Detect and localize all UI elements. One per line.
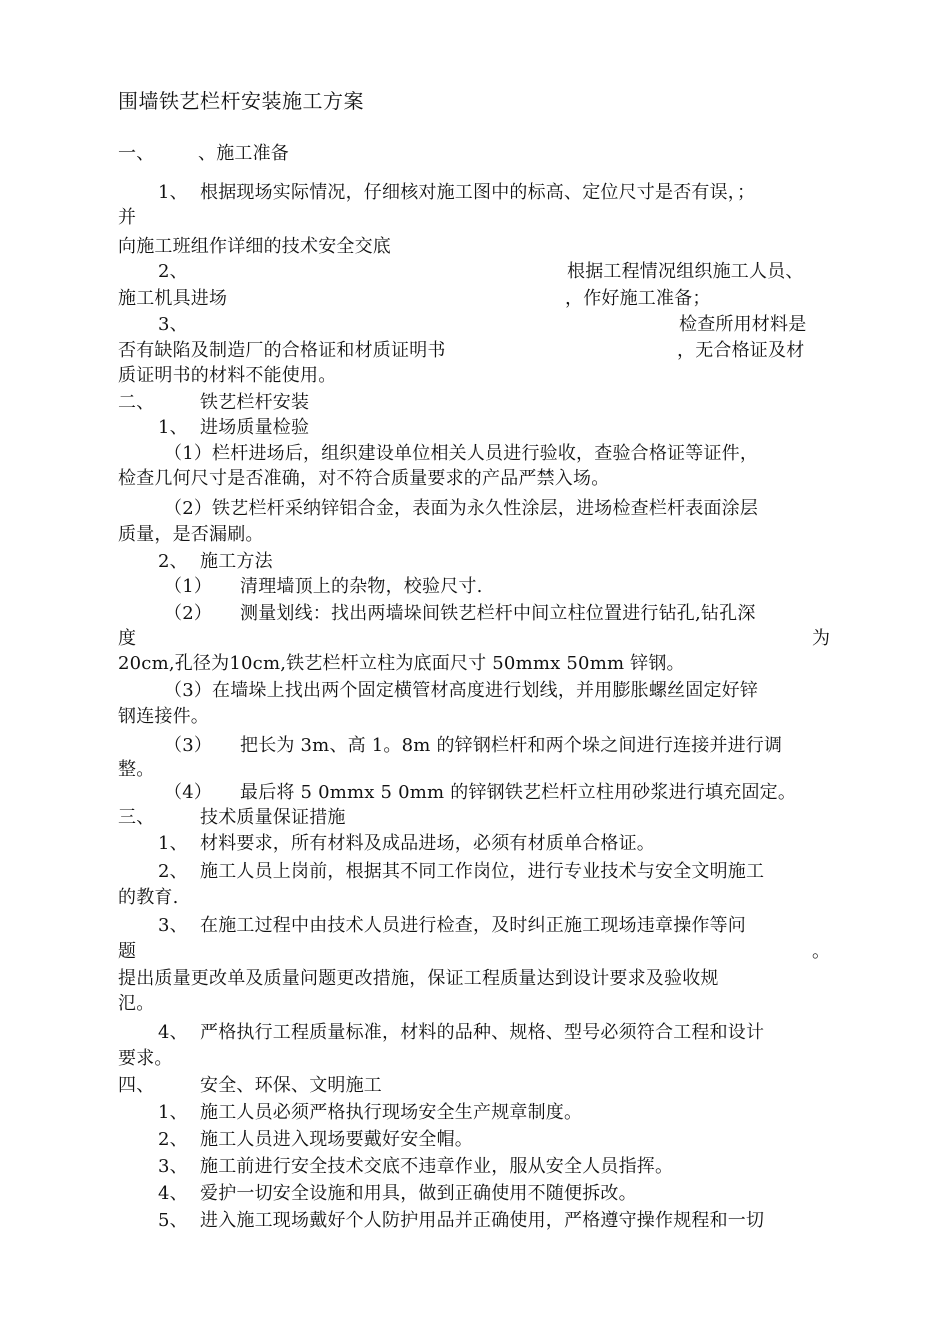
section-number: 四、 xyxy=(118,1075,155,1096)
paragraph-line: 否有缺陷及制造厂的合格证和材质证明书 xyxy=(118,340,446,361)
item-number: 1、 xyxy=(158,833,188,854)
item-number: 2、 xyxy=(158,861,188,882)
paragraph-line: （1）栏杆进场后，组织建设单位相关人员进行验收，查验合格证等证件， xyxy=(164,443,759,464)
paragraph-line: 钢连接件。 xyxy=(118,706,209,727)
paragraph-line: 提出质量更改单及质量问题更改措施，保证工程质量达到设计要求及验收规 xyxy=(118,968,719,989)
paragraph-line: 施工前进行安全技术交底不违章作业，服从安全人员指挥。 xyxy=(200,1156,674,1177)
paragraph-line: 氾。 xyxy=(118,993,155,1014)
paragraph-line: 施工机具进场 xyxy=(118,288,228,309)
paragraph-line: 为 xyxy=(812,628,831,649)
paragraph-line: 整。 xyxy=(118,759,155,780)
item-number: 3、 xyxy=(158,915,188,936)
paragraph-line: 度 xyxy=(118,628,137,649)
item-number: 2、 xyxy=(158,261,188,282)
item-number: （1） xyxy=(164,576,213,597)
paragraph-line: 。 xyxy=(812,941,831,962)
paragraph-line: 质证明书的材料不能使用。 xyxy=(118,365,337,386)
paragraph-line: 在施工过程中由技术人员进行检查，及时纠正施工现场违章操作等问 xyxy=(200,915,746,936)
item-number: 1、 xyxy=(158,417,188,438)
paragraph-line: 施工人员进入现场要戴好安全帽。 xyxy=(200,1129,473,1150)
section-number: 二、 xyxy=(118,392,155,413)
section-heading: 技术质量保证措施 xyxy=(200,807,346,828)
section-heading: 铁艺栏杆安装 xyxy=(200,392,310,413)
item-number: （2） xyxy=(164,603,213,624)
section-number: 一、 xyxy=(118,143,155,164)
section-number: 三、 xyxy=(118,807,155,828)
paragraph-line: 进入施工现场戴好个人防护用品并正确使用，严格遵守操作规程和一切 xyxy=(200,1210,765,1231)
item-number: （3） xyxy=(164,735,213,756)
document-title: 围墙铁艺栏杆安装施工方案 xyxy=(118,89,364,113)
item-number: 4、 xyxy=(158,1022,188,1043)
section-heading: 安全、环保、文明施工 xyxy=(200,1075,382,1096)
paragraph-line: 20cm,孔径为10cm,铁艺栏杆立柱为底面尺寸 50mmx 50mm 锌钢。 xyxy=(118,653,685,674)
paragraph-line: 把长为 3m、高 1。8m 的锌钢栏杆和两个垛之间进行连接并进行调 xyxy=(240,735,783,756)
item-number: （4） xyxy=(164,782,213,803)
paragraph-line: 爱护一切安全设施和用具，做到正确使用不随便拆改。 xyxy=(200,1183,637,1204)
paragraph-line: ，作好施工准备； xyxy=(565,288,711,309)
paragraph-line: 并 xyxy=(118,207,137,228)
paragraph-line: ，无合格证及材 xyxy=(677,340,805,361)
paragraph-line: （3）在墙垛上找出两个固定横管材高度进行划线，并用膨胀螺丝固定好锌 xyxy=(164,680,759,701)
item-number: 2、 xyxy=(158,1129,188,1150)
item-number: 3、 xyxy=(158,1156,188,1177)
paragraph-line: （2）铁艺栏杆采纳锌铝合金，表面为永久性涂层，进场检查栏杆表面涂层 xyxy=(164,498,759,519)
subsection-heading: 进场质量检验 xyxy=(200,417,310,438)
paragraph-line: 施工人员上岗前，根据其不同工作岗位，进行专业技术与安全文明施工 xyxy=(200,861,765,882)
item-number: 1、 xyxy=(158,1102,188,1123)
paragraph-line: 要求。 xyxy=(118,1048,173,1069)
paragraph-line: 根据工程情况组织施工人员、 xyxy=(567,261,804,282)
paragraph-line: 最后将 5 0mmx 5 0mm 的锌钢铁艺栏杆立柱用砂浆进行填充固定。 xyxy=(240,782,797,803)
paragraph-line: 检查所用材料是 xyxy=(679,314,807,335)
paragraph-line: 质量，是否漏刷。 xyxy=(118,524,264,545)
paragraph-line: 严格执行工程质量标准，材料的品种、规格、型号必须符合工程和设计 xyxy=(200,1022,765,1043)
paragraph-line: 测量划线：找出两墙垛间铁艺栏杆中间立柱位置进行钻孔,钻孔深 xyxy=(240,603,756,624)
paragraph-line: 施工人员必须严格执行现场安全生产规章制度。 xyxy=(200,1102,583,1123)
paragraph-line: 材料要求，所有材料及成品进场，必须有材质单合格证。 xyxy=(200,833,655,854)
item-number: 3、 xyxy=(158,314,188,335)
item-number: 2、 xyxy=(158,551,188,572)
paragraph-line: 题 xyxy=(118,941,137,962)
paragraph-line: 根据现场实际情况，仔细核对施工图中的标高、定位尺寸是否有误，； xyxy=(200,182,756,203)
subsection-heading: 施工方法 xyxy=(200,551,273,572)
paragraph-line: 检查几何尺寸是否准确，对不符合质量要求的产品严禁入场。 xyxy=(118,468,610,489)
paragraph-line: 向施工班组作详细的技术安全交底 xyxy=(118,236,391,257)
section-heading: 、施工准备 xyxy=(198,143,289,164)
paragraph-line: 清理墙顶上的杂物，校验尺寸. xyxy=(240,576,483,597)
item-number: 1、 xyxy=(158,182,188,203)
item-number: 4、 xyxy=(158,1183,188,1204)
paragraph-line: 的教育. xyxy=(118,887,179,908)
item-number: 5、 xyxy=(158,1210,188,1231)
